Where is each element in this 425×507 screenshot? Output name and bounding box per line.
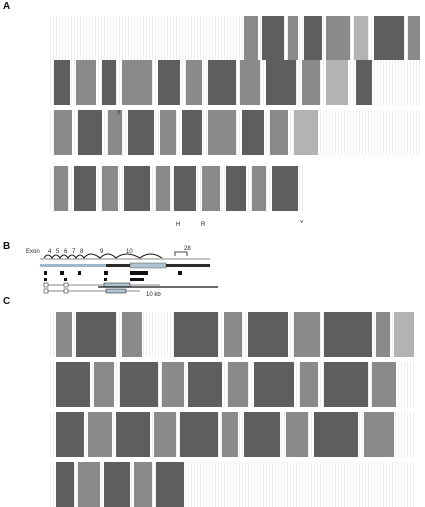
conservation-shade xyxy=(228,362,248,407)
exon-number: 10 xyxy=(126,249,133,255)
panel_a-block-3 xyxy=(4,110,424,155)
bracket-marker xyxy=(175,252,187,256)
conservation-shade xyxy=(314,412,358,457)
panel_c-block-3 xyxy=(4,412,424,457)
conservation-shade xyxy=(294,110,318,155)
panel_c-block-2 xyxy=(4,362,424,407)
conservation-shade xyxy=(248,312,288,357)
conservation-shade xyxy=(162,362,184,407)
panel_a-block-4 xyxy=(4,166,424,211)
conservation-shade xyxy=(128,110,154,155)
conservation-shade xyxy=(88,412,112,457)
conservation-shade xyxy=(364,412,394,457)
conservation-shade xyxy=(122,60,152,105)
conservation-shade xyxy=(116,412,150,457)
conservation-shade xyxy=(56,462,74,507)
block4-h-label: H xyxy=(176,222,181,228)
exon-word: Exon xyxy=(26,249,40,255)
conservation-shade xyxy=(208,60,236,105)
exon-number: 5 xyxy=(56,249,60,255)
conservation-shade xyxy=(54,166,68,211)
species-name xyxy=(4,352,48,357)
conservation-shade xyxy=(208,110,236,155)
panel_a-block-1 xyxy=(4,16,424,61)
conservation-shade xyxy=(226,166,246,211)
conservation-shade xyxy=(326,16,350,61)
conservation-shade xyxy=(56,412,84,457)
conservation-shade xyxy=(54,110,72,155)
conservation-shade xyxy=(182,110,202,155)
conservation-shade xyxy=(122,312,142,357)
conservation-shade xyxy=(186,60,202,105)
conservation-shade xyxy=(242,110,264,155)
conservation-shade xyxy=(102,166,118,211)
conservation-shade xyxy=(160,110,176,155)
conservation-shade xyxy=(244,412,280,457)
conservation-shade xyxy=(222,412,238,457)
conservation-shade xyxy=(78,110,102,155)
conservation-shade xyxy=(324,312,372,357)
conservation-shade xyxy=(120,362,158,407)
panel-label-b: B xyxy=(3,241,11,252)
block3-marker: ? xyxy=(117,111,121,117)
species-name xyxy=(4,100,48,105)
conservation-shade xyxy=(156,462,184,507)
conservation-shade xyxy=(76,312,116,357)
conservation-shade xyxy=(252,166,266,211)
exon-number-extra: 28 xyxy=(184,246,191,252)
panel_a-block-2 xyxy=(4,60,424,105)
conservation-shade xyxy=(286,412,308,457)
sequence-text xyxy=(50,150,422,155)
exon-number: 4 xyxy=(48,249,52,255)
conservation-shade xyxy=(54,60,70,105)
conservation-shade xyxy=(74,166,96,211)
scale-bar-label: 10 kb xyxy=(146,292,161,298)
exon-number: 9 xyxy=(100,249,104,255)
conservation-shade xyxy=(240,60,260,105)
conservation-shade xyxy=(266,60,296,105)
conservation-shade xyxy=(288,16,298,61)
exon-number: 8 xyxy=(80,249,84,255)
panel-label-a: A xyxy=(3,1,11,12)
conservation-shade xyxy=(294,312,320,357)
conservation-shade xyxy=(302,60,320,105)
conservation-shade xyxy=(56,312,72,357)
track-1-region xyxy=(40,264,106,267)
conservation-shade xyxy=(124,166,150,211)
track-3-exons xyxy=(44,278,144,281)
conservation-shade xyxy=(158,60,180,105)
conservation-shade xyxy=(324,362,368,407)
species-name xyxy=(4,150,48,155)
scale-bar xyxy=(0,284,425,298)
track-2-exons xyxy=(44,271,182,275)
exon-number: 6 xyxy=(64,249,68,255)
conservation-shade xyxy=(56,362,90,407)
conservation-shade xyxy=(262,16,284,61)
conservation-shade xyxy=(356,60,372,105)
conservation-shade xyxy=(326,60,348,105)
conservation-shade xyxy=(78,462,100,507)
exon-number: 7 xyxy=(72,249,76,255)
conservation-shade xyxy=(134,462,152,507)
species-name xyxy=(4,206,48,211)
conservation-shade xyxy=(102,60,116,105)
conservation-shade xyxy=(174,312,218,357)
conservation-shade xyxy=(354,16,368,61)
conservation-shade xyxy=(394,312,414,357)
conservation-shade xyxy=(372,362,396,407)
conservation-shade xyxy=(254,362,294,407)
conservation-shade xyxy=(224,312,242,357)
conservation-shade xyxy=(94,362,114,407)
conservation-shade xyxy=(180,412,218,457)
track-1-box xyxy=(130,263,166,268)
conservation-shade xyxy=(376,312,390,357)
conservation-shade xyxy=(270,110,288,155)
conservation-shade xyxy=(104,462,130,507)
conservation-shade xyxy=(76,60,96,105)
species-name xyxy=(4,402,48,407)
conservation-shade xyxy=(408,16,420,61)
panel-label-c: C xyxy=(3,296,11,307)
panel_c-block-1 xyxy=(4,312,424,357)
species-name xyxy=(4,502,48,507)
conservation-shade xyxy=(156,166,170,211)
conservation-shade xyxy=(272,166,298,211)
block4-arrow: ˅ xyxy=(300,220,304,226)
conservation-shade xyxy=(244,16,258,61)
conservation-shade xyxy=(202,166,220,211)
block4-r-label: R xyxy=(201,222,206,228)
species-name xyxy=(4,452,48,457)
conservation-shade xyxy=(154,412,176,457)
conservation-shade xyxy=(300,362,318,407)
conservation-shade xyxy=(174,166,196,211)
conservation-shade xyxy=(304,16,322,61)
conservation-shade xyxy=(188,362,222,407)
conservation-shade xyxy=(374,16,404,61)
panel_c-block-4 xyxy=(4,462,424,507)
